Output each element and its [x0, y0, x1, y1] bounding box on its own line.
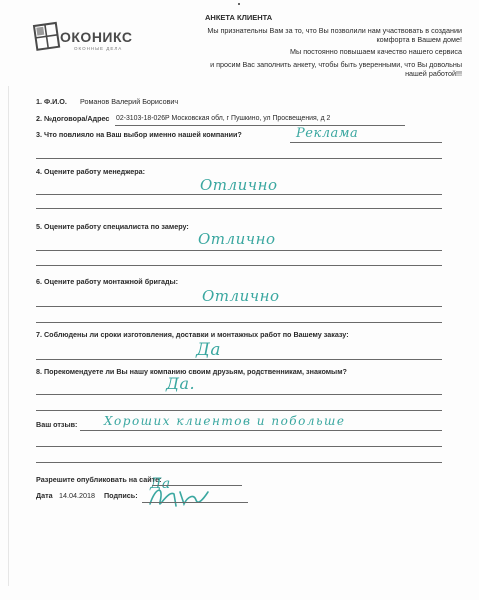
review-line-2	[36, 446, 442, 447]
q8-line-2	[36, 410, 442, 411]
form-title: АНКЕТА КЛИЕНТА	[205, 13, 273, 22]
review-line-3	[36, 462, 442, 463]
q3-line-2	[36, 158, 442, 159]
q6-answer: Отлично	[202, 287, 280, 305]
q6-label: 6. Оцените работу монтажной бригады:	[36, 277, 179, 286]
scan-dot	[238, 3, 240, 5]
review-label: Ваш отзыв:	[36, 420, 78, 429]
q4-line-2	[36, 208, 442, 209]
intro-line-1: Мы признательны Вам за то, что Вы позволили нам участвовать в создании	[207, 26, 462, 35]
intro-line-3: Мы постоянно повышаем качество нашего сервиса	[290, 47, 462, 56]
q8-line-1	[36, 394, 442, 395]
q1-value: Романов Валерий Борисович	[80, 97, 179, 106]
logo-tagline: ОКОННЫЕ ДЕЛА	[74, 46, 123, 51]
signature-line	[142, 502, 248, 503]
q1-label: 1. Ф.И.О.	[36, 97, 67, 106]
q6-line-2	[36, 322, 442, 323]
q8-answer: Да.	[166, 374, 196, 393]
q5-line-1	[36, 250, 442, 251]
q2-label: 2. №договора/Адрес	[36, 114, 110, 123]
scan-edge	[8, 86, 9, 586]
q7-line-1	[36, 359, 442, 360]
q5-label: 5. Оцените работу специалиста по замеру:	[36, 222, 189, 231]
q3-answer-line	[290, 142, 442, 143]
date-value: 14.04.2018	[59, 491, 95, 500]
signature-label: Подпись:	[104, 491, 138, 500]
q7-answer: Да	[196, 340, 221, 360]
date-label: Дата	[36, 491, 53, 500]
company-logo	[30, 20, 170, 60]
q4-line-1	[36, 194, 442, 195]
q7-label: 7. Соблюдены ли сроки изготовления, доставки и монтажных работ по Вашему заказу:	[36, 330, 349, 339]
q6-line-1	[36, 306, 442, 307]
intro-line-5: нашей работой!!!	[405, 69, 462, 78]
q4-answer: Отлично	[200, 176, 278, 194]
q2-value: 02-3103-18-026Р Московская обл, г Пушкино, ул Просвещения, д 2	[116, 115, 331, 122]
signature-scribble	[146, 480, 226, 512]
publish-label: Разрешите опубликовать на сайте:	[36, 475, 162, 484]
q3-label: 3. Что повлияло на Ваш выбор именно нашей компании?	[36, 130, 242, 139]
q3-answer: Реклама	[296, 126, 359, 141]
q5-answer: Отлично	[198, 230, 276, 248]
review-answer: Хороших клиентов и побольше	[104, 414, 346, 428]
intro-line-2: комфорта в Вашем доме!	[376, 35, 462, 44]
q5-line-2	[36, 265, 442, 266]
q2-underline	[115, 125, 405, 126]
q4-label: 4. Оцените работу менеджера:	[36, 167, 145, 176]
intro-line-4: и просим Вас заполнить анкету, чтобы быть уверенными, что Вы довольны	[210, 60, 462, 69]
logo-brand-text: ОКОНИКС	[60, 29, 133, 45]
q8-label: 8. Порекомендуете ли Вы нашу компанию своим друзьям, родственникам, знакомым?	[36, 367, 347, 376]
publish-answer: Да	[150, 476, 171, 492]
review-line-1	[80, 430, 442, 431]
